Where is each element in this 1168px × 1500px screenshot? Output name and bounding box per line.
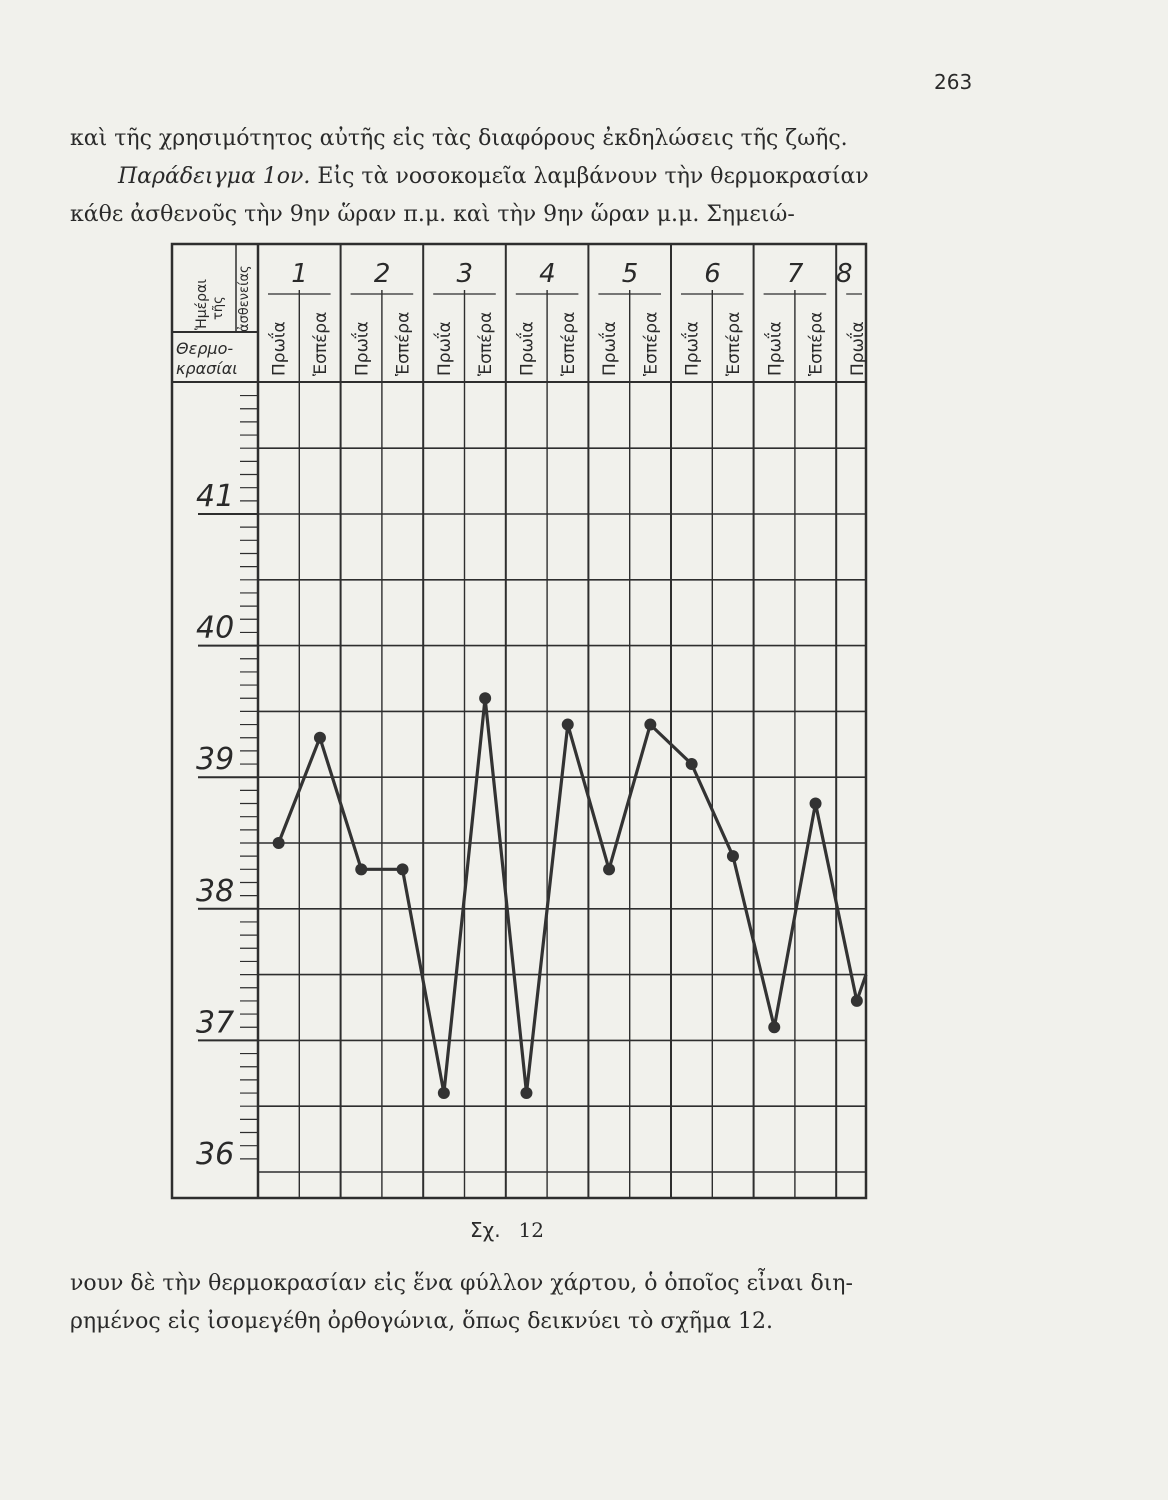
day-number: 7 xyxy=(786,259,804,289)
example-label: Παράδειγμα 1ον. xyxy=(118,164,311,189)
header-temp-label: κρασίαι xyxy=(176,359,238,378)
caption-number: 12 xyxy=(518,1218,544,1242)
period-label: Πρωΐα xyxy=(269,321,290,376)
period-label: Ἑσπέρα xyxy=(806,311,827,376)
period-label: Ἑσπέρα xyxy=(310,311,331,376)
day-number: 3 xyxy=(456,259,474,289)
period-label: Πρωΐα xyxy=(847,321,868,376)
temperature-data-point xyxy=(314,732,326,744)
temperature-data-point xyxy=(768,1021,780,1033)
text-line-2-rest: Εἰς τὰ νοσοκομεῖα λαμβάνουν τὴν θερμοκρασίαν xyxy=(317,164,869,189)
temperature-data-point xyxy=(644,719,656,731)
temperature-data-point xyxy=(727,850,739,862)
header-days-label: Ἡμέραι xyxy=(194,278,210,330)
text-line-4: νουν δὲ τὴν θερμοκρασίαν εἰς ἕνα φύλλον χάρτου, ὁ ὁποῖος εἶναι διη- xyxy=(70,1271,853,1296)
temperature-data-point xyxy=(273,837,285,849)
period-label: Πρωΐα xyxy=(434,321,455,376)
period-label: Ἑσπέρα xyxy=(641,311,662,376)
page-number: 263 xyxy=(934,70,973,94)
day-number: 5 xyxy=(621,259,639,289)
period-label: Ἑσπέρα xyxy=(393,311,414,376)
day-number: 8 xyxy=(836,259,853,289)
chart-frame xyxy=(172,244,866,1198)
period-label: Πρωΐα xyxy=(352,321,373,376)
temperature-data-point xyxy=(397,863,409,875)
temperature-data-point xyxy=(810,798,822,810)
text-line-1: καὶ τῆς χρησιμότητος αὐτῆς εἰς τὰς διαφόρους ἐκδηλώσεις τῆς ζωῆς. xyxy=(70,126,848,151)
period-label: Ἑσπέρα xyxy=(558,311,579,376)
temperature-data-point xyxy=(603,863,615,875)
header-days-label: ἀσθενείας xyxy=(237,265,252,332)
y-tick-label: 38 xyxy=(196,873,235,909)
header-temp-label: Θερμο- xyxy=(176,339,234,358)
text-line-3: κάθε ἀσθενοῦς τὴν 9ην ὥραν π.μ. καὶ τὴν 9ην ὥραν μ.μ. Σημειώ- xyxy=(70,202,795,227)
text-line-5: ρημένος εἰς ἰσομεγέθη ὀρθογώνια, ὅπως δεικνύει τὸ σχῆμα 12. xyxy=(70,1309,774,1334)
y-tick-label: 40 xyxy=(196,610,235,646)
temperature-series-line xyxy=(279,698,866,1093)
temperature-data-point xyxy=(686,758,698,770)
day-number: 6 xyxy=(704,259,721,289)
temperature-data-point xyxy=(851,995,863,1007)
day-number: 4 xyxy=(539,259,556,289)
y-tick-label: 39 xyxy=(196,742,235,778)
y-tick-label: 41 xyxy=(196,479,235,514)
y-tick-label: 37 xyxy=(196,1005,235,1041)
period-label: Πρωΐα xyxy=(765,321,786,376)
bottom-paragraph xyxy=(70,1265,982,1341)
temperature-data-point xyxy=(438,1087,450,1099)
period-label: Πρωΐα xyxy=(600,321,621,376)
caption-label: Σχ. xyxy=(470,1218,501,1242)
temperature-data-point xyxy=(520,1087,532,1099)
y-tick-label: 36 xyxy=(196,1137,235,1172)
period-label: Ἑσπέρα xyxy=(476,311,497,376)
temperature-data-point xyxy=(479,692,491,704)
temperature-data-point xyxy=(562,719,574,731)
temperature-data-point xyxy=(355,863,367,875)
period-label: Ἑσπέρα xyxy=(723,311,744,376)
header-days-label: τῆς xyxy=(211,296,226,320)
figure-caption xyxy=(470,1218,544,1242)
day-number: 2 xyxy=(373,259,391,289)
day-number: 1 xyxy=(291,259,308,289)
period-label: Πρωΐα xyxy=(517,321,538,376)
period-label: Πρωΐα xyxy=(682,321,703,376)
